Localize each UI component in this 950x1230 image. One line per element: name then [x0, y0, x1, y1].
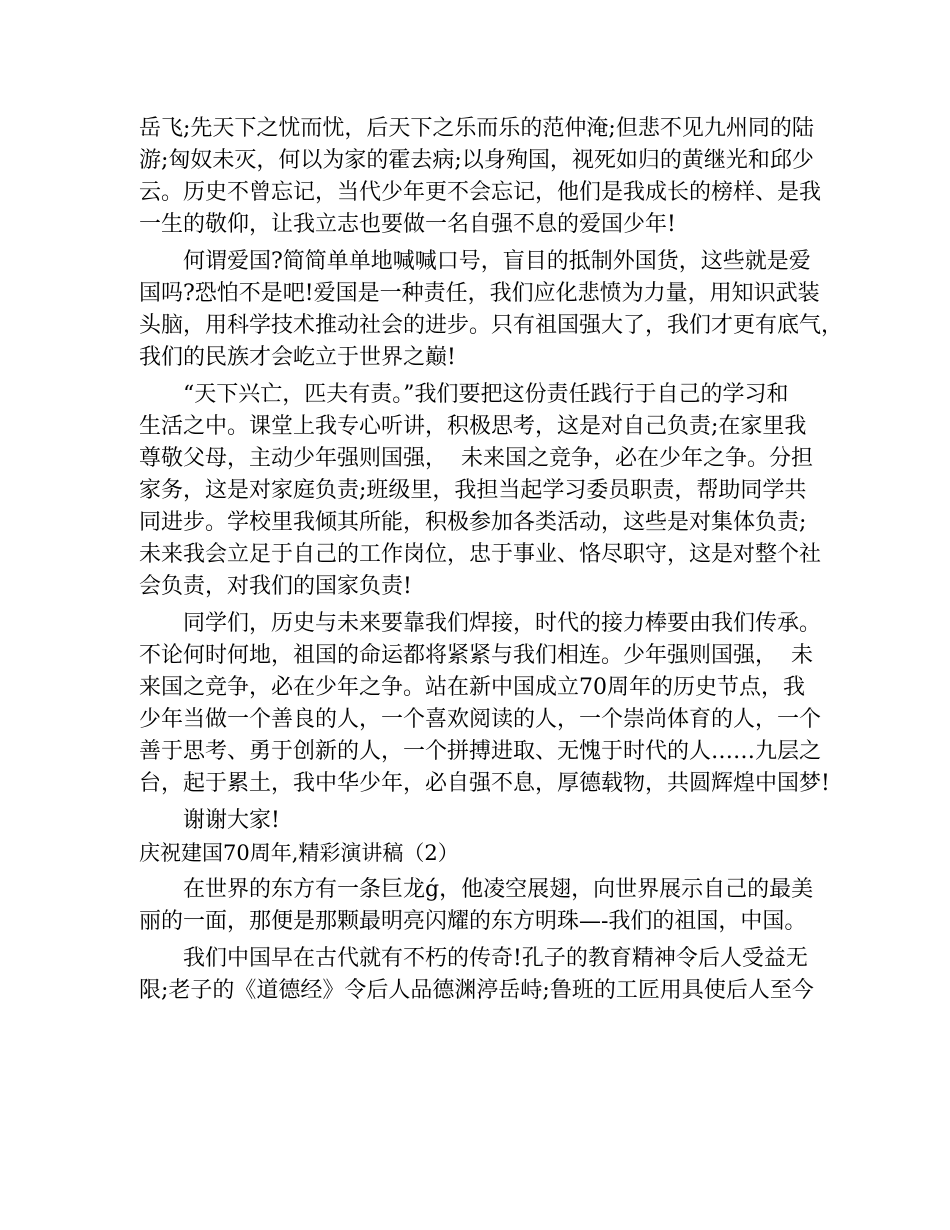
text-line: 我们的民族才会屹立于世界之巅!: [139, 345, 456, 370]
text-line: 同进步。学校里我倾其所能，积极参加各类活动，这些是对集体负责;: [139, 510, 807, 535]
text-line: 限;老子的《道德经》令后人品德渊渟岳峙;鲁班的工匠用具使后人至今: [139, 978, 814, 1003]
text-line: 台，起于累土，我中华少年，必自强不息，厚德载物，共圆辉煌中国梦!: [139, 771, 830, 796]
text-line: 云。历史不曾忘记，当代少年更不会忘记，他们是我成长的榜样、是我: [139, 180, 822, 205]
text-line: 不论何时何地，祖国的命运都将紧紧与我们相连。少年强则国强， 未: [139, 643, 813, 668]
text-line: 善于思考、勇于创新的人，一个拼搏进取、无愧于时代的人……九层之: [139, 739, 822, 764]
text-line: 少年当做一个善良的人，一个喜欢阅读的人，一个崇尚体育的人，一个: [139, 707, 822, 732]
text-line: 一生的敬仰，让我立志也要做一名自强不息的爱国少年!: [139, 212, 676, 237]
text-line: 生活之中。课堂上我专心听讲，积极思考，这是对自己负责;在家里我: [139, 414, 807, 439]
text-line: 头脑，用科学技术推动社会的进步。只有祖国强大了，我们才更有底气，: [139, 313, 844, 338]
text-line: 同学们，历史与未来要靠我们焊接，时代的接力棒要由我们传承。: [183, 611, 822, 636]
text-line: 来国之竞争，必在少年之争。站在新中国成立70周年的历史节点，我: [139, 675, 805, 700]
text-line: 何谓爱国?简简单单地喊喊口号，盲目的抵制外国货，这些就是爱: [183, 249, 811, 274]
text-line: 尊敬父母，主动少年强则国强， 未来国之竞争，必在少年之争。分担: [139, 446, 813, 471]
text-line: 谢谢大家!: [183, 808, 280, 833]
text-line: 我们中国早在古代就有不朽的传奇!孔子的教育精神令后人受益无: [183, 946, 808, 971]
text-line: 国吗?恐怕不是吧!爱国是一种责任，我们应化悲愤为力量，用知识武装: [139, 281, 820, 306]
text-line: 丽的一面，那便是那颗最明亮闪耀的东方明珠—-我们的祖国，中国。: [139, 909, 807, 934]
text-line: 会负责，对我们的国家负责!: [139, 574, 412, 599]
text-line: 岳飞;先天下之忧而忧，后天下之乐而乐的范仲淹;但悲不见九州同的陆: [139, 116, 814, 141]
text-line: 游;匈奴未灭，何以为家的霍去病;以身殉国，视死如归的黄继光和邱少: [139, 148, 814, 173]
text-line: 家务，这是对家庭负责;班级里，我担当起学习委员职责，帮助同学共: [139, 478, 807, 503]
section-heading: 庆祝建国70周年,精彩演讲稿（2）: [139, 841, 459, 865]
text-line: 在世界的东方有一条巨龙ǵ，他凌空展翅，向世界展示自己的最美: [183, 877, 814, 902]
text-line: 未来我会立足于自己的工作岗位，忠于事业、恪尽职守，这是对整个社: [139, 542, 822, 567]
text-line: “天下兴亡，匹夫有责。”我们要把这份责任践行于自己的学习和: [183, 382, 789, 407]
